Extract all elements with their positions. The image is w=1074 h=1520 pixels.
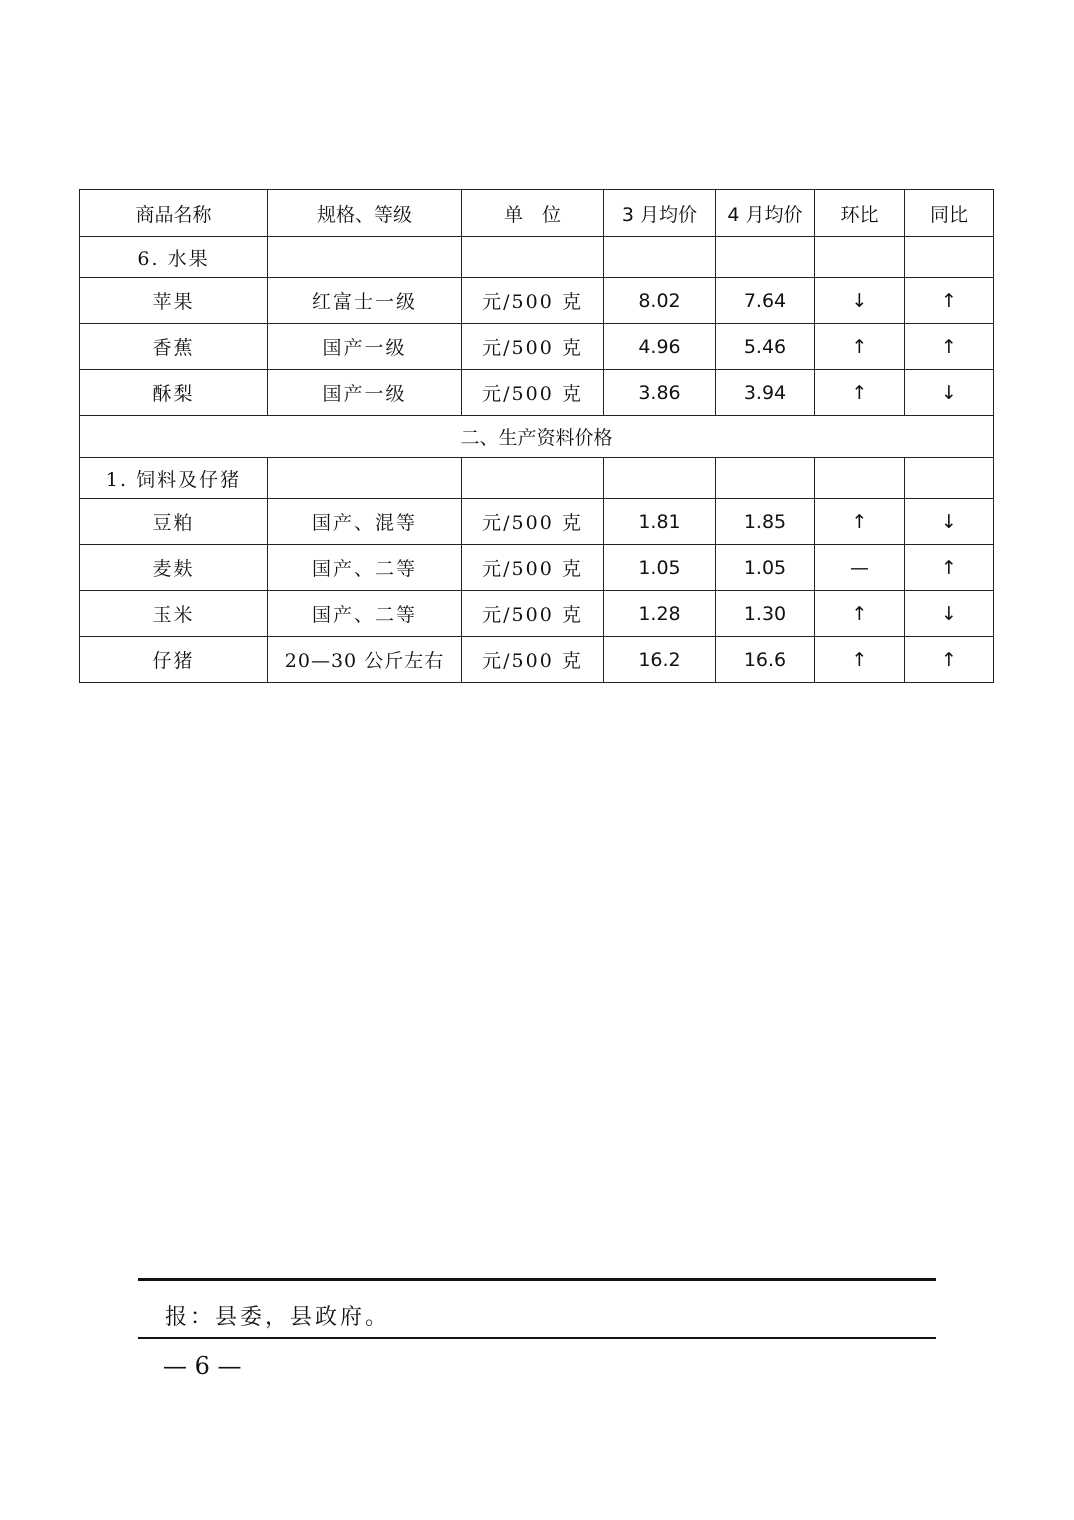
item-march-price: 1.05: [604, 545, 716, 591]
item-march-price: 4.96: [604, 324, 716, 370]
item-april-price: 7.64: [716, 278, 815, 324]
item-unit: 元/500 克: [462, 637, 604, 683]
item-mom-indicator: ↑: [815, 637, 905, 683]
table-row: [80, 324, 994, 370]
header-mom: 环比: [815, 190, 905, 237]
item-spec: 20—30 公斤左右: [268, 637, 462, 683]
item-march-price: 8.02: [604, 278, 716, 324]
item-yoy-indicator: ↑: [905, 278, 994, 324]
item-unit: 元/500 克: [462, 545, 604, 591]
table-row: [80, 545, 994, 591]
header-april-avg: 4 月均价: [716, 190, 815, 237]
item-april-price: 1.30: [716, 591, 815, 637]
item-spec: 国产、二等: [268, 545, 462, 591]
report-recipients: 报：县委，县政府。: [165, 1305, 391, 1330]
item-name: 豆粕: [80, 499, 268, 545]
table-header-row: [80, 190, 994, 237]
item-spec: 红富士一级: [268, 278, 462, 324]
item-yoy-indicator: ↓: [905, 499, 994, 545]
item-april-price: 1.85: [716, 499, 815, 545]
item-unit: 元/500 克: [462, 278, 604, 324]
header-yoy: 同比: [905, 190, 994, 237]
section-title: 二、生产资料价格: [80, 416, 994, 458]
item-yoy-indicator: ↓: [905, 370, 994, 416]
item-march-price: 1.28: [604, 591, 716, 637]
item-name: 玉米: [80, 591, 268, 637]
item-unit: 元/500 克: [462, 499, 604, 545]
item-mom-indicator: —: [815, 545, 905, 591]
page-number: — 6 —: [163, 1352, 242, 1380]
table-row: [80, 278, 994, 324]
item-spec: 国产、二等: [268, 591, 462, 637]
item-april-price: 5.46: [716, 324, 815, 370]
item-march-price: 3.86: [604, 370, 716, 416]
item-mom-indicator: ↑: [815, 499, 905, 545]
item-mom-indicator: ↑: [815, 324, 905, 370]
item-mom-indicator: ↓: [815, 278, 905, 324]
item-yoy-indicator: ↓: [905, 591, 994, 637]
item-mom-indicator: ↑: [815, 591, 905, 637]
item-unit: 元/500 克: [462, 324, 604, 370]
item-name: 香蕉: [80, 324, 268, 370]
category-row: [80, 458, 994, 499]
item-name: 麦麸: [80, 545, 268, 591]
item-mom-indicator: ↑: [815, 370, 905, 416]
category-fruit: 6. 水果: [80, 237, 268, 278]
item-unit: 元/500 克: [462, 591, 604, 637]
item-april-price: 16.6: [716, 637, 815, 683]
section-row: [80, 416, 994, 458]
item-april-price: 1.05: [716, 545, 815, 591]
footer-divider-bottom: [138, 1337, 936, 1339]
table-row: [80, 370, 994, 416]
item-name: 苹果: [80, 278, 268, 324]
item-spec: 国产、混等: [268, 499, 462, 545]
item-march-price: 16.2: [604, 637, 716, 683]
price-table: [79, 189, 994, 683]
item-yoy-indicator: ↑: [905, 637, 994, 683]
item-april-price: 3.94: [716, 370, 815, 416]
item-yoy-indicator: ↑: [905, 545, 994, 591]
header-march-avg: 3 月均价: [604, 190, 716, 237]
table-row: [80, 637, 994, 683]
item-name: 酥梨: [80, 370, 268, 416]
item-march-price: 1.81: [604, 499, 716, 545]
item-unit: 元/500 克: [462, 370, 604, 416]
item-yoy-indicator: ↑: [905, 324, 994, 370]
footer-divider-top: [138, 1278, 936, 1281]
item-name: 仔猪: [80, 637, 268, 683]
header-unit: 单 位: [462, 190, 604, 237]
header-product-name: 商品名称: [80, 190, 268, 237]
item-spec: 国产一级: [268, 324, 462, 370]
item-spec: 国产一级: [268, 370, 462, 416]
header-spec-grade: 规格、等级: [268, 190, 462, 237]
category-row: [80, 237, 994, 278]
category-feed-piglets: 1. 饲料及仔猪: [80, 458, 268, 499]
table-row: [80, 499, 994, 545]
table-row: [80, 591, 994, 637]
